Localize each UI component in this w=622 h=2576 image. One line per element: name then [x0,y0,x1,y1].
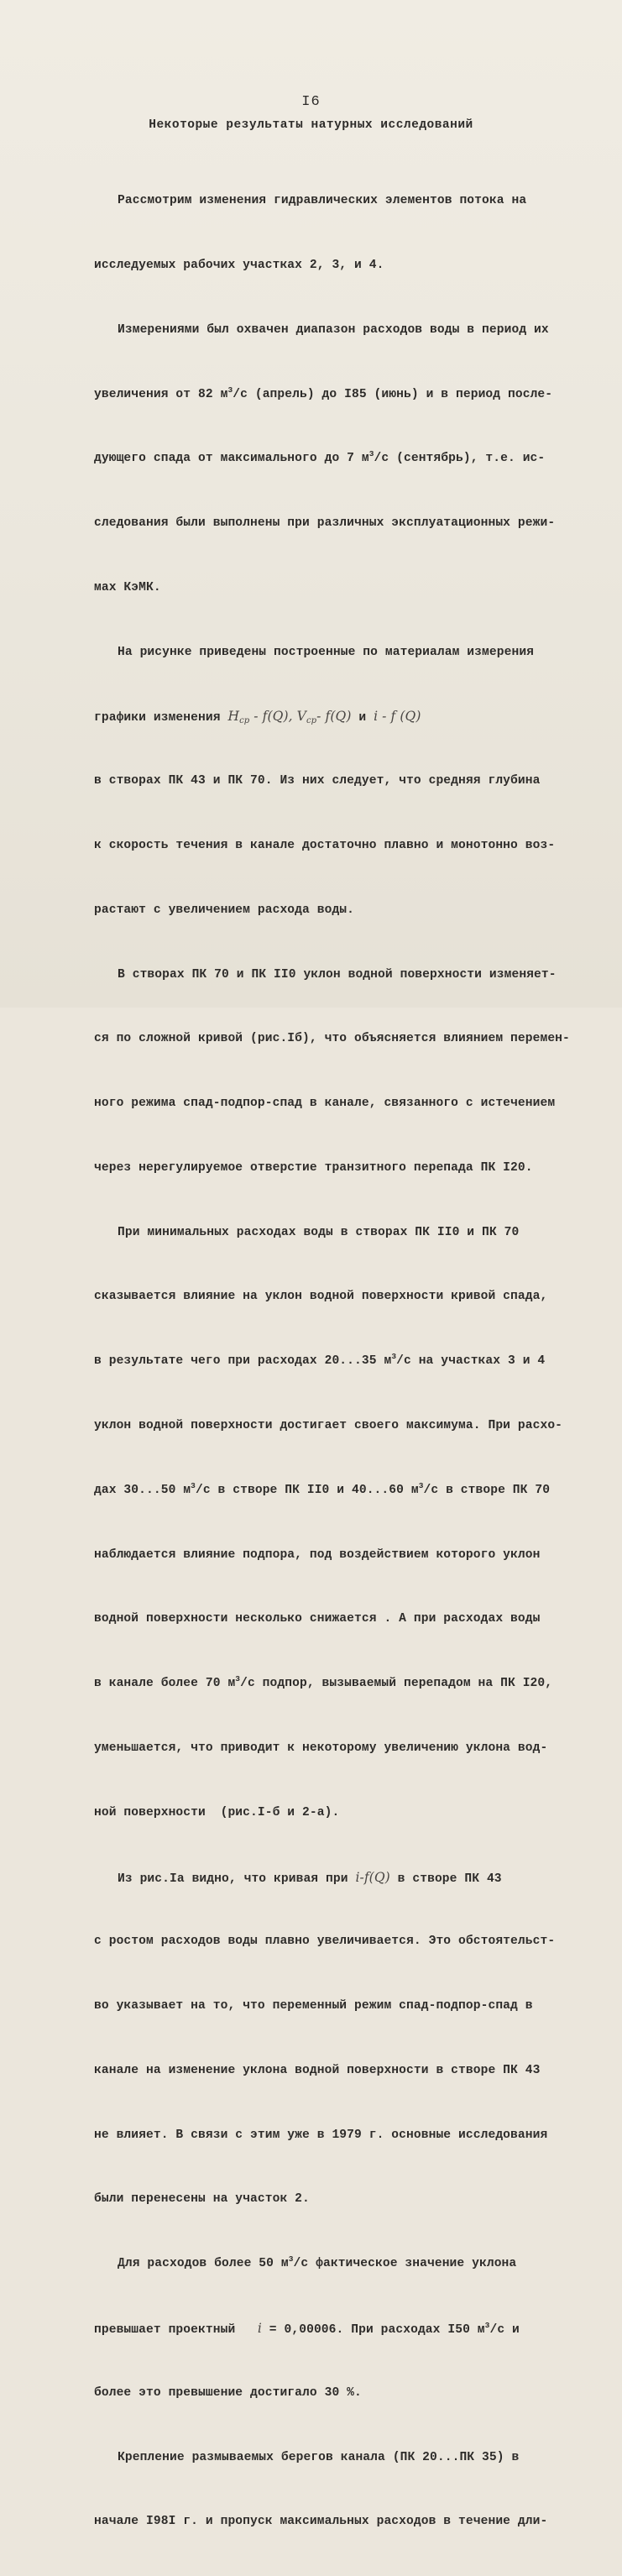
text-line: в канале более 70 $м^3/с$ подпор, вызываемый перепадом на ПК I20, [94,1674,553,1691]
text-line: Для расходов более 50 $м^3/с$ фактическое значение уклона [118,2254,517,2271]
text-line: уменьшается, что приводит к некоторому увеличению уклона вод- [94,1741,548,1755]
text-line: водной поверхности несколько снижается . А при расходах воды [94,1612,541,1626]
text-line: не влияет. В связи с этим уже в 1979 г. основные исследования [94,2128,548,2142]
section-heading: Некоторые результаты натурных исследований [149,118,473,132]
text-line: Из рис.Iа видно, что кривая при i-f(Q) в створе ПК 43 [118,1869,502,1886]
text-line: ной поверхности (рис.I-б и 2-а). [94,1805,340,1819]
handwritten-formula-i: i - f (Q) [374,709,421,725]
text-line: сказывается влияние на уклон водной поверхности кривой спада, [94,1290,548,1304]
text-line: Рассмотрим изменения гидравлических элементов потока на [118,194,527,208]
text-line: увеличения от 82 $м^3/с$ (апрель) до I85 (июнь) и в период после- [94,385,553,401]
text-line: На рисунке приведены построенные по материалам измерения [118,645,535,659]
text-line: превышает проектный i = 0,00006. При расходах I50 $м^3/с$ и [94,2320,520,2337]
text-line: наблюдается влияние подпора, под воздействием которого уклон [94,1547,541,1562]
page-number: I6 [301,94,321,110]
text-line: к скорость течения в канале достаточно плавно и монотонно воз- [94,839,556,852]
text-line: Крепление размываемых берегов канала (ПК 20...ПК 35) в [118,2450,520,2464]
handwritten-symbol-i: i [257,2320,262,2336]
text-line: уклон водной поверхности достигает своего максимума. При расхо- [94,1419,563,1433]
text-line: При минимальных расходах воды в створах ПК II0 и ПК 70 [118,1225,520,1239]
handwritten-formula-i-fq: i-f(Q) [355,1869,390,1885]
text-line: ного режима спад-подпор-спад в канале, связанного с истечением [94,1097,556,1111]
text-line: дующего спада от максимального до 7 $м^3/с$ (сентябрь), т.е. ис- [94,449,546,466]
text-line: растают с увеличением расхода воды. [94,903,355,917]
text-line: ся по сложной кривой (рис.Iб), что объясняется влиянием перемен- [94,1032,570,1046]
text-line: с ростом расходов воды плавно увеличивается. Это обстоятельст- [94,1935,556,1949]
text-line: в створах ПК 43 и ПК 70. Из них следует, что средняя глубина [94,774,541,788]
handwritten-formula-hcp: $H_{ср} - f(Q)$, $V_{ср}-$ f(Q) [227,709,352,726]
text-line: в результате чего при расходах 20...35 $м^3/с$ на участках 3 и 4 [94,1352,546,1369]
text-line: мах КэМК. [94,580,161,594]
text-line: более это превышение достигало 30 %. [94,2385,362,2400]
text-line: канале на изменение уклона водной поверхности в створе ПК 43 [94,2063,541,2077]
text-line: следования были выполнены при различных эксплуатационных режи- [94,516,556,531]
text-line: Измерениями был охвачен диапазон расходов воды в период их [118,322,549,337]
text-line: были перенесены на участок 2. [94,2192,310,2207]
text-line: начале I98I г. и пропуск максимальных расходов в течение дли- [94,2515,548,2529]
text-line: во указывает на то, что переменный режим спад-подпор-спад в [94,1999,533,2013]
body-text [94,148,570,2576]
text-line: дах 30...50 $м^3/с$ в створе ПК II0 и 40...60 $м^3/с$ в створе ПК 70 [94,1480,551,1497]
text-line: исследуемых рабочих участках 2, 3, и 4. [94,258,384,272]
text-line: В створах ПК 70 и ПК II0 уклон водной поверхности изменяет- [118,967,557,982]
text-line: графики изменения $H_{ср} - f(Q)$, $V_{ср}-$ f(Q) и i - f (Q) [94,709,421,726]
text-line: через нерегулируемое отверстие транзитного перепада ПК I20. [94,1160,533,1175]
